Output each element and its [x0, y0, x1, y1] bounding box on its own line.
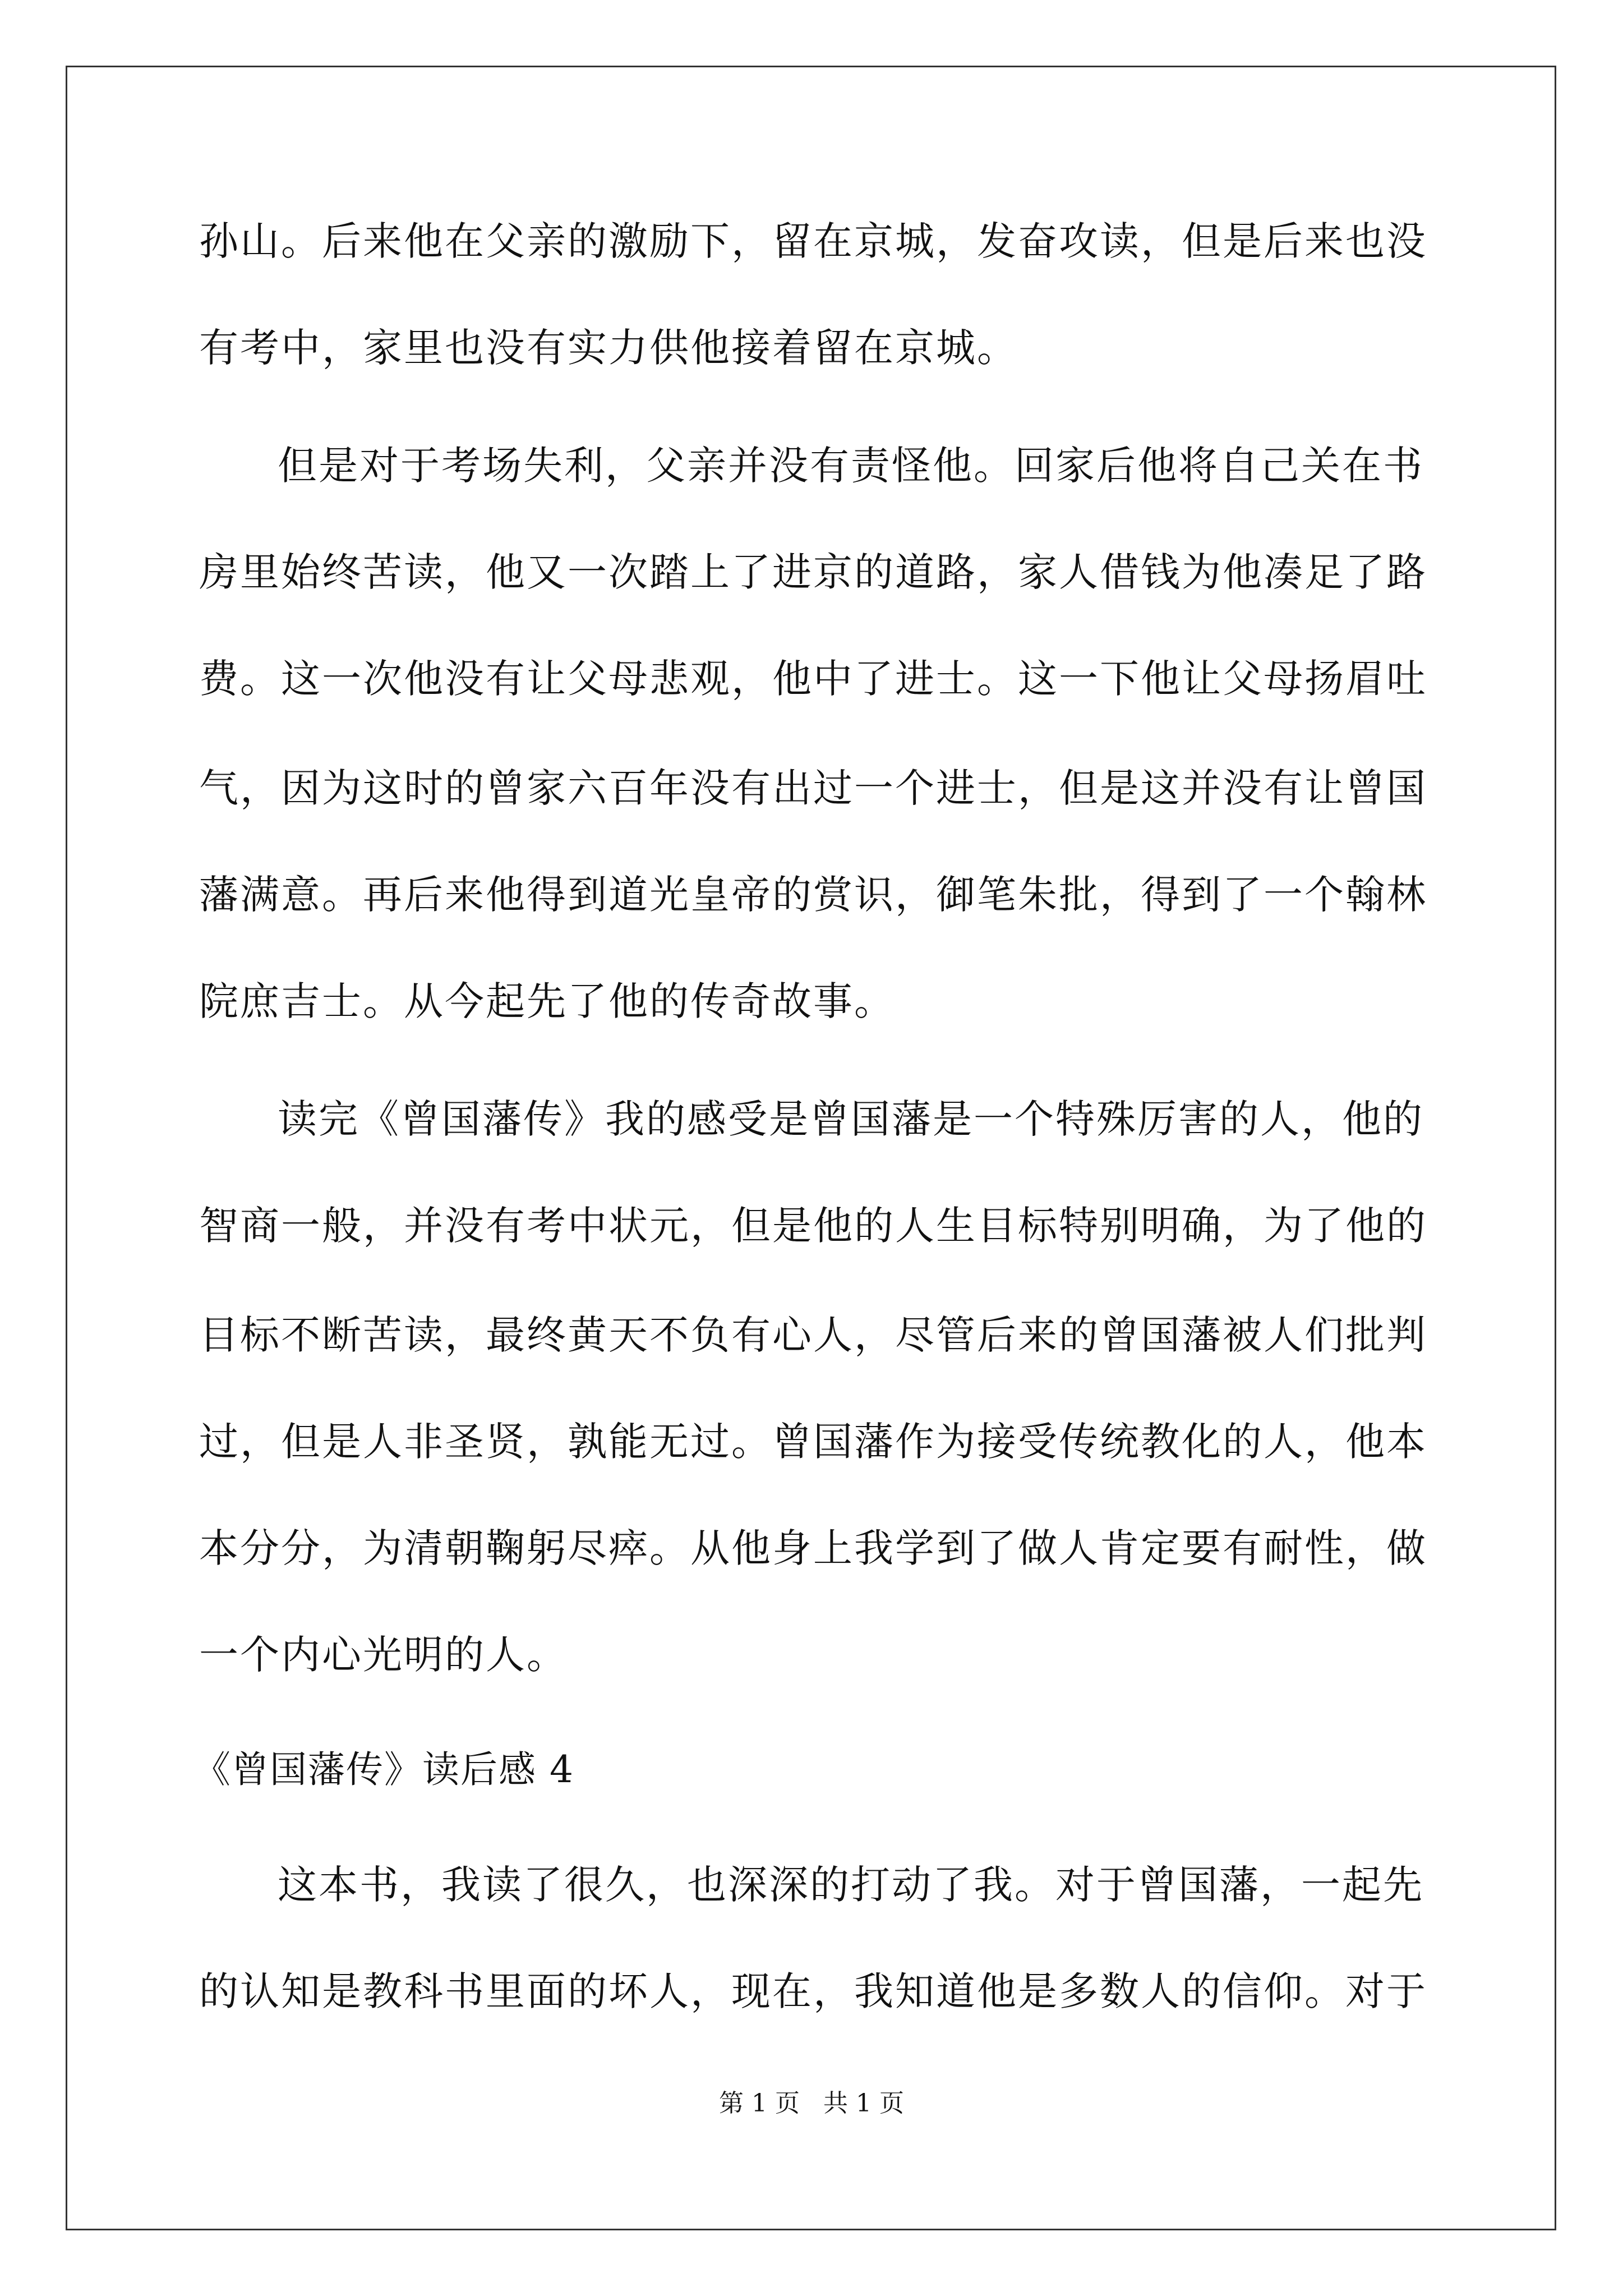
text-line: 的认知是教科书里面的坏人，现在，我知道他是多数人的信仰。对于 [199, 1968, 1427, 2014]
text-line: 气，因为这时的曾家六百年没有出过一个进士，但是这并没有让曾国 [199, 765, 1427, 811]
page-number-footer: 第 1 页 共 1 页 [719, 2089, 904, 2118]
text-line: 费。这一次他没有让父母悲观，他中了进士。这一下他让父母扬眉吐 [199, 656, 1427, 702]
text-line: 孙山。后来他在父亲的激励下，留在京城，发奋攻读，但是后来也没 [199, 218, 1427, 264]
text-line: 院庶吉士。从今起先了他的传奇故事。 [199, 978, 895, 1024]
paragraph-first-line: 这本书，我读了很久，也深深的打动了我。对于曾国藩，一起先 [278, 1862, 1424, 1908]
text-line: 藩满意。再后来他得到道光皇帝的赏识，御笔朱批，得到了一个翰林 [199, 872, 1427, 918]
text-line: 本分分，为清朝鞠躬尽瘁。从他身上我学到了做人肯定要有耐性，做 [199, 1525, 1427, 1571]
paragraph-first-line: 但是对于考场失利，父亲并没有责怪他。回家后他将自己关在书 [278, 443, 1424, 489]
section-heading: 《曾国藩传》读后感 4 [193, 1748, 574, 1791]
text-line: 房里始终苦读，他又一次踏上了进京的道路，家人借钱为他凑足了路 [199, 549, 1427, 595]
paragraph-first-line: 读完《曾国藩传》我的感受是曾国藩是一个特殊厉害的人，他的 [278, 1096, 1424, 1142]
text-line: 智商一般，并没有考中状元，但是他的人生目标特别明确，为了他的 [199, 1203, 1427, 1249]
text-line: 有考中，家里也没有实力供他接着留在京城。 [199, 325, 1018, 371]
text-line: 过，但是人非圣贤，孰能无过。曾国藩作为接受传统教化的人，他本 [199, 1419, 1427, 1465]
text-line: 目标不断苦读，最终黄天不负有心人，尽管后来的曾国藩被人们批判 [199, 1312, 1427, 1358]
text-line: 一个内心光明的人。 [199, 1632, 568, 1678]
